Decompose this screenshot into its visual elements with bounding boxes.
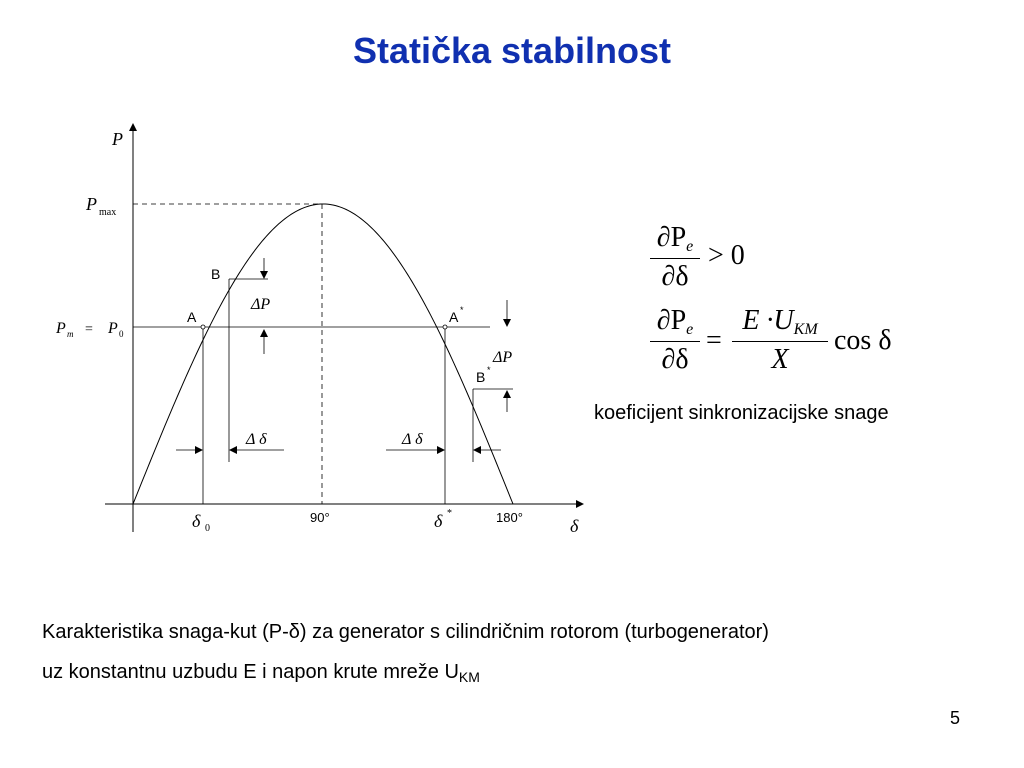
point-a-star-mark: * xyxy=(460,305,464,315)
pm-sub: m xyxy=(67,329,74,339)
delta-p-label-left: ΔP xyxy=(251,296,271,313)
power-curve xyxy=(133,204,513,504)
f2-denominator: ∂δ xyxy=(650,341,700,376)
tick-90-label: 90° xyxy=(310,510,330,525)
delta0-sub: 0 xyxy=(205,523,210,534)
f2-rhs-numerator: $E \cdot U_{KM}$ xyxy=(742,305,818,338)
sync-coefficient-note: koeficijent sinkronizacijske snage xyxy=(594,402,889,424)
f2-equals: = xyxy=(706,325,722,356)
f1-numerator: $\partial P_e$ xyxy=(656,222,694,255)
page-number: 5 xyxy=(950,708,961,728)
point-a-marker xyxy=(201,325,205,329)
pmax-sub: max xyxy=(99,207,117,218)
caption-line-2-text: uz konstantnu uzbudu E i napon krute mreže U xyxy=(42,661,459,683)
f1-rhs: > 0 xyxy=(708,240,745,271)
caption-line-1: Karakteristika snaga-kut (P-δ) za generator s cilindričnim rotorom (turbogenerator) xyxy=(42,621,769,643)
delta-delta-label-left: Δ δ xyxy=(246,431,267,448)
formula-condition xyxy=(650,222,770,302)
point-a-label: A xyxy=(187,309,197,325)
point-b-star-label: B xyxy=(476,369,486,385)
p0-label: P xyxy=(108,320,118,337)
point-a-star-marker xyxy=(443,325,447,329)
pm-equals: = xyxy=(85,322,93,337)
delta0-label: δ xyxy=(192,511,201,531)
pmax-label: P xyxy=(86,194,97,214)
delta-star-mark: * xyxy=(447,508,452,519)
f2-cos-delta: cos δ xyxy=(834,325,892,356)
delta-axis-label: δ xyxy=(570,516,579,536)
f2-rhs-denominator: X xyxy=(732,341,828,376)
f1-denominator: ∂δ xyxy=(650,258,700,293)
delta-delta-label-right: Δ δ xyxy=(402,431,423,448)
delta-p-label-right: ΔP xyxy=(493,349,513,366)
tick-180-label: 180° xyxy=(496,510,523,525)
caption-line-2 xyxy=(42,660,480,686)
delta-star-label: δ xyxy=(434,511,443,531)
p-axis-label: P xyxy=(112,129,123,149)
point-b-star-mark: * xyxy=(487,365,491,375)
f2-numerator: $\partial P_e$ xyxy=(656,305,694,338)
caption-line-2-sub: KM xyxy=(458,669,480,685)
point-b-label: B xyxy=(211,266,221,282)
slide-title: Statička stabilnost xyxy=(352,30,672,71)
point-a-star-label: A xyxy=(449,309,459,325)
p0-sub: 0 xyxy=(119,329,124,339)
pm-label: P xyxy=(56,320,66,337)
formula-sync-coefficient xyxy=(650,305,910,395)
